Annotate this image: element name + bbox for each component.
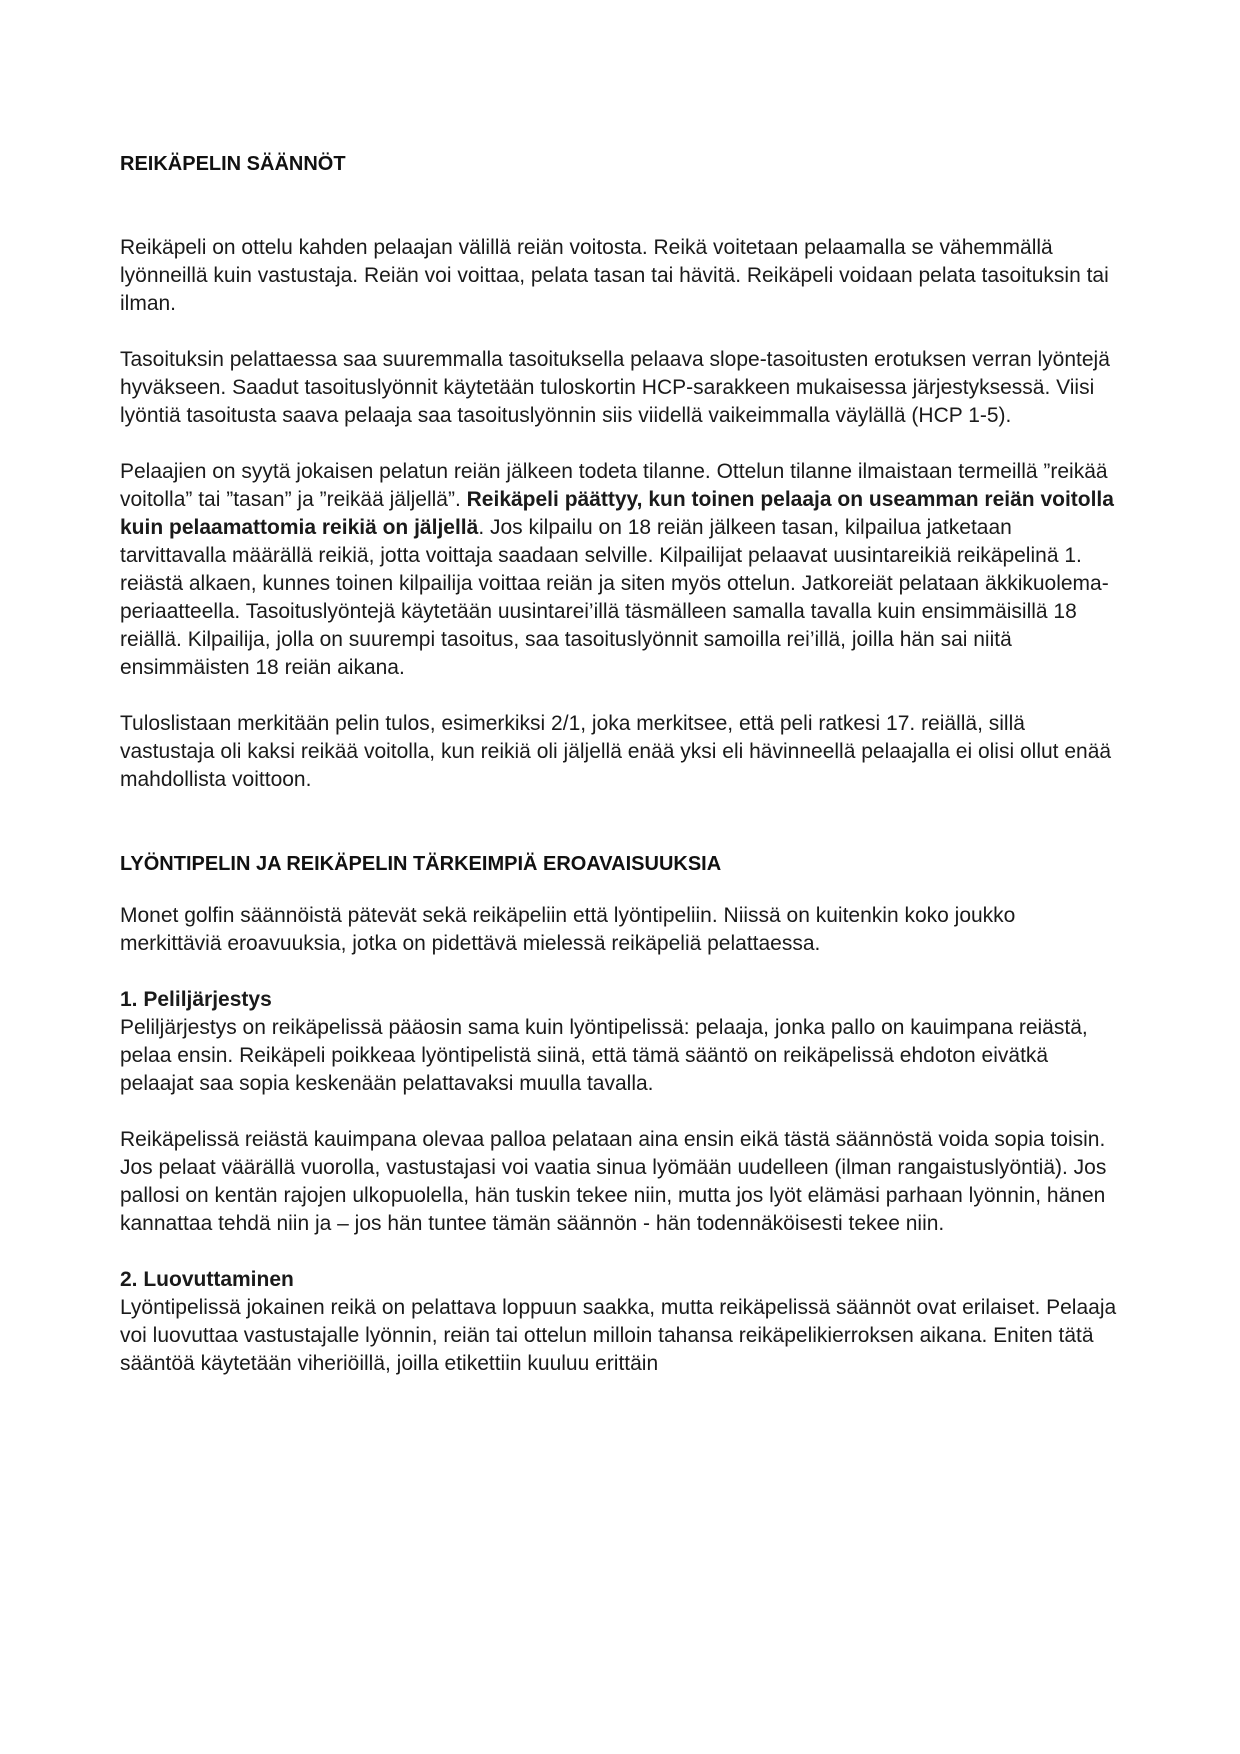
intro-paragraph-1: Reikäpeli on ottelu kahden pelaajan välillä reiän voitosta. Reikä voitetaan pelaamalla se vähemmällä lyönneillä kuin vastustaja. Reiän voi voittaa, pelata tasan tai hävitä. Reikäpeli voidaan pelata tasoituksin tai ilman.	[120, 236, 1109, 315]
play-order-paragraph-1: Peliljärjestys on reikäpelissä pääosin sama kuin lyöntipelissä: pelaaja, jonka pallo on kauimpana reiästä, pelaa ensin. Reikäpeli poikkeaa lyöntipelistä siinä, että tämä sääntö on reikäpelissä ehdoton eivätkä pelaajat saa sopia keskenään pelattavaksi muulla tavalla.	[120, 1016, 1088, 1095]
match-end-rule-bold: Reikäpeli päättyy, kun toinen pelaaja on useamman reiän voitolla kuin pelaamattomia reikiä on jäljellä	[120, 488, 1114, 539]
play-order-paragraph-2: Reikäpelissä reiästä kauimpana olevaa palloa pelataan aina ensin eikä tästä säännöstä voida sopia toisin. Jos pelaat väärällä vuorolla, vastustajasi voi vaatia sinua lyömään uudelleen (ilman rangaistuslyöntiä). Jos pallosi on kentän rajojen ulkopuolella, hän tuskin tekee niin, mutta jos lyöt elämäsi parhaan lyönnin, hänen kannattaa tehdä niin ja – jos hän tuntee tämän säännön - hän todennäköisesti tekee niin.	[120, 1128, 1107, 1235]
document-title: REIKÄPELIN SÄÄNNÖT	[120, 153, 346, 175]
intro-paragraph-2: Tasoituksin pelattaessa saa suuremmalla tasoituksella pelaava slope-tasoitusten erotuksen verran lyöntejä hyväkseen. Saadut tasoituslyönnit käytetään tuloskortin HCP-sarakkeen mukaisessa järjestyksessä. Viisi lyöntiä tasoitusta saava pelaaja saa tasoituslyönnin siis viidellä vaikeimmalla väylällä (HCP 1-5).	[120, 348, 1110, 427]
match-status-paragraph	[120, 458, 1120, 682]
differences-intro-paragraph: Monet golfin säännöistä pätevät sekä reikäpeliin että lyöntipeliin. Niissä on kuitenkin koko joukko merkittäviä eroavuuksia, jotka on pidettävä mielessä reikäpeliä pelattaessa.	[120, 904, 1016, 955]
conceding-paragraph-1: Lyöntipelissä jokainen reikä on pelattava loppuun saakka, mutta reikäpelissä säännöt ovat erilaiset. Pelaaja voi luovuttaa vastustajalle lyönnin, reiän tai ottelun milloin tahansa reikäpelikierroksen aikana. Eniten tätä sääntöä käytetään viheriöillä, joilla etikettiin kuuluu erittäin	[120, 1296, 1117, 1375]
match-status-text-before: Pelaajien on syytä jokaisen pelatun reiän jälkeen todeta tilanne. Ottelun tilanne ilmaistaan termeillä ”reikää voitolla” tai ”tasan” ja ”reikää jäljellä”.	[120, 460, 1108, 511]
document-body	[120, 150, 1120, 1406]
match-status-text-after: . Jos kilpailu on 18 reiän jälkeen tasan, kilpailua jatketaan tarvittavalla määrällä reikiä, jotta voittaja saadaan selville. Kilpailijat pelaavat uusintareikiä reikäpelinä 1. reiästä alkaen, kunnes toinen kilpailija voittaa reiän ja siten myös ottelun. Jatkoreiät pelataan äkkikuolema-periaatteella. Tasoituslyöntejä käytetään uusintarei’illä täsmälleen samalla tavalla kuin ensimmäisillä 18 reiällä. Kilpailija, jolla on suurempi tasoitus, saa tasoituslyönnit samoilla rei’illä, joilla hän sai niitä ensimmäisten 18 reiän aikana.	[120, 516, 1109, 679]
subheading-play-order: 1. Peliljärjestys	[120, 988, 272, 1011]
result-paragraph: Tuloslistaan merkitään pelin tulos, esimerkiksi 2/1, joka merkitsee, että peli ratkesi 17. reiällä, sillä vastustaja oli kaksi reikää voitolla, kun reikiä oli jäljellä enää yksi eli hävinneellä pelaajalla ei olisi ollut enää mahdollista voittoon.	[120, 712, 1112, 791]
subheading-conceding: 2. Luovuttaminen	[120, 1268, 294, 1291]
section-title-differences: LYÖNTIPELIN JA REIKÄPELIN TÄRKEIMPIÄ EROAVAISUUKSIA	[120, 853, 722, 875]
